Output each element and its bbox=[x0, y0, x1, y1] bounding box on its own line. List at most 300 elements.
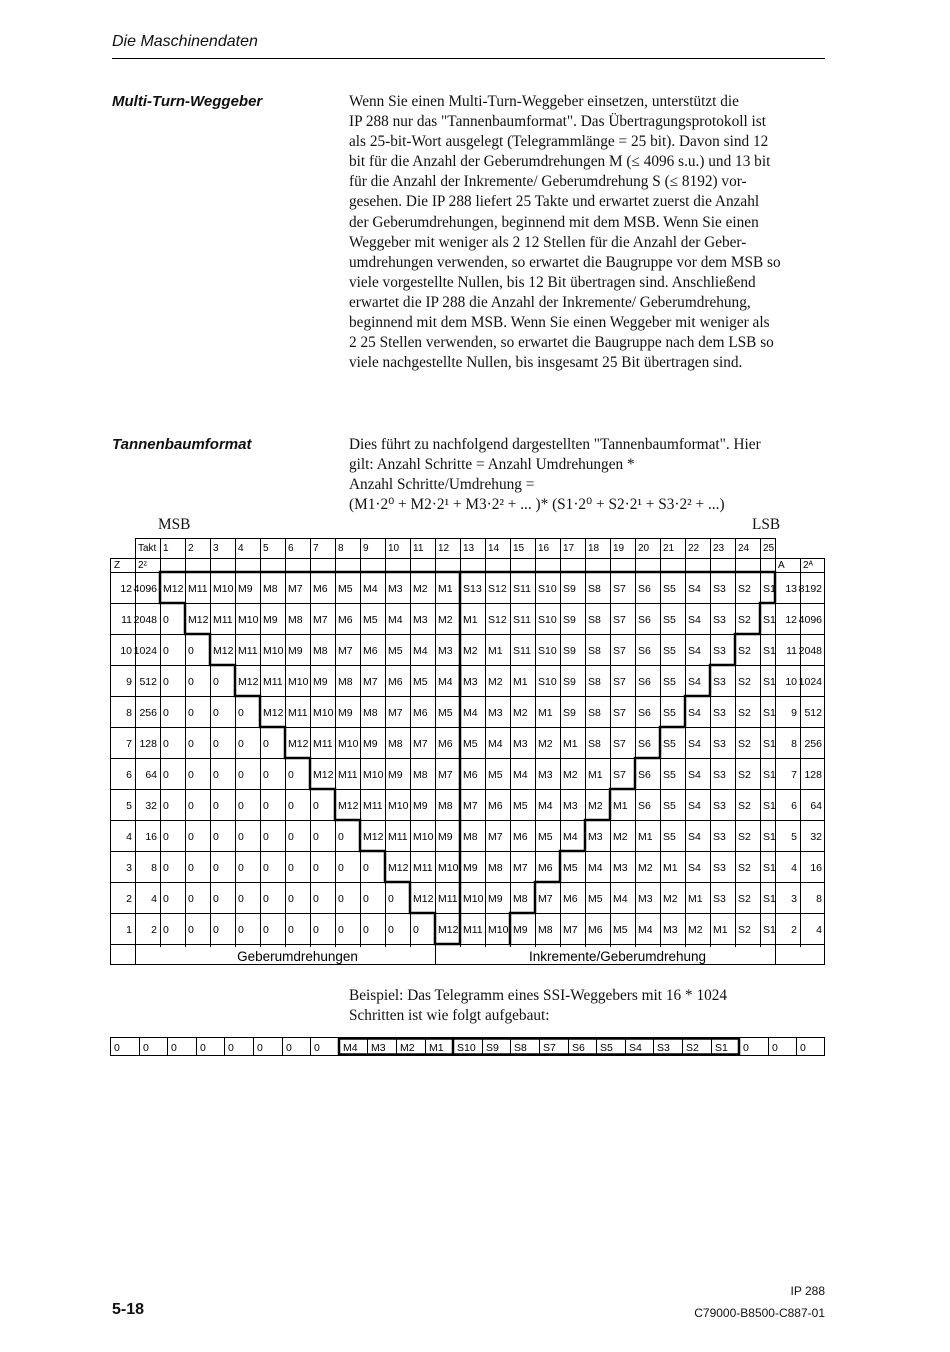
bit-cell: S5 bbox=[663, 583, 676, 595]
row-z-power-value: 4096 bbox=[133, 583, 157, 595]
bit-cell: S7 bbox=[613, 583, 626, 595]
bit-cell: M3 bbox=[413, 614, 428, 626]
bit-cell: S1 bbox=[763, 583, 776, 595]
clock-number-header: 15 bbox=[513, 543, 525, 554]
footer-order-number: C79000-B8500-C887-01 bbox=[694, 1306, 825, 1320]
bit-cell: 0 bbox=[363, 893, 369, 905]
bit-cell: 0 bbox=[288, 893, 294, 905]
bit-cell: M2 bbox=[438, 614, 453, 626]
bit-cell: S12 bbox=[488, 614, 507, 626]
bit-cell: M11 bbox=[388, 831, 408, 843]
telegram-bit-cell: M2 bbox=[400, 1042, 415, 1054]
row-z-value: 2 bbox=[126, 893, 132, 905]
row-a-power-value: 4096 bbox=[798, 614, 822, 626]
bit-cell: M12 bbox=[338, 800, 359, 812]
bit-cell: S1 bbox=[763, 831, 776, 843]
bit-cell: M11 bbox=[313, 738, 333, 750]
bit-cell: M6 bbox=[438, 738, 453, 750]
bit-cell: S6 bbox=[638, 583, 651, 595]
bit-cell: S3 bbox=[713, 893, 726, 905]
bit-cell: 0 bbox=[238, 738, 244, 750]
clock-number-header: 22 bbox=[688, 543, 700, 554]
bit-cell: S13 bbox=[463, 583, 482, 595]
clock-number-header: 10 bbox=[388, 543, 400, 554]
bit-cell: M8 bbox=[413, 769, 428, 781]
bit-cell: M12 bbox=[163, 583, 184, 595]
clock-number-header: 14 bbox=[488, 543, 500, 554]
bit-cell: S6 bbox=[638, 645, 651, 657]
bit-cell: S4 bbox=[688, 676, 701, 688]
row-z-value: 11 bbox=[121, 614, 132, 626]
bit-cell: M5 bbox=[538, 831, 553, 843]
bit-cell: M3 bbox=[463, 676, 478, 688]
bit-cell: 0 bbox=[188, 800, 194, 812]
bit-cell: M4 bbox=[613, 893, 628, 905]
bit-cell: S9 bbox=[563, 707, 576, 719]
bit-cell: M9 bbox=[438, 831, 453, 843]
bit-cell: S7 bbox=[613, 614, 626, 626]
bit-cell: 0 bbox=[213, 738, 219, 750]
clock-number-header: 7 bbox=[313, 543, 319, 554]
row-z-power-value: 32 bbox=[145, 800, 157, 812]
bit-cell: M3 bbox=[438, 645, 453, 657]
row-z-power-value: 2 bbox=[151, 924, 157, 936]
bit-cell: S4 bbox=[688, 738, 701, 750]
bit-cell: S1 bbox=[763, 614, 776, 626]
bit-cell: S3 bbox=[713, 645, 726, 657]
bit-cell: M10 bbox=[338, 738, 359, 750]
bit-cell: M1 bbox=[463, 614, 478, 626]
bit-cell: M12 bbox=[213, 645, 234, 657]
paragraph-line: Beispiel: Das Telegramm eines SSI-Weggebers mit 16 * 1024 bbox=[349, 987, 728, 1004]
row-a-value: 12 bbox=[785, 614, 797, 626]
bit-cell: M3 bbox=[538, 769, 553, 781]
bit-cell: M1 bbox=[563, 738, 578, 750]
bit-cell: 0 bbox=[163, 893, 169, 905]
telegram-bit-cell: 0 bbox=[114, 1042, 120, 1054]
bit-cell: S5 bbox=[663, 800, 676, 812]
bit-cell: M5 bbox=[513, 800, 528, 812]
bit-cell: M7 bbox=[513, 862, 528, 874]
takt-header: Takt bbox=[138, 543, 157, 554]
bit-cell: M4 bbox=[538, 800, 553, 812]
bit-cell: 0 bbox=[163, 738, 169, 750]
page-header-title: Die Maschinendaten bbox=[112, 33, 258, 50]
bit-cell: S4 bbox=[688, 583, 701, 595]
bit-cell: S1 bbox=[763, 707, 776, 719]
bit-cell: S11 bbox=[513, 614, 531, 626]
bit-cell: S3 bbox=[713, 862, 726, 874]
bit-cell: S1 bbox=[763, 862, 776, 874]
bit-cell: M5 bbox=[488, 769, 503, 781]
paragraph-line: Weggeber mit weniger als 2 12 Stellen für die Anzahl der Geber- bbox=[349, 233, 747, 251]
bit-cell: S3 bbox=[713, 583, 726, 595]
telegram-bit-cell: 0 bbox=[314, 1042, 320, 1054]
telegram-bit-cell: 0 bbox=[257, 1042, 263, 1054]
bit-cell: M7 bbox=[313, 614, 328, 626]
header-rule bbox=[112, 58, 825, 59]
clock-number-header: 24 bbox=[738, 543, 750, 554]
bit-cell: M1 bbox=[688, 893, 703, 905]
bit-cell: 0 bbox=[163, 831, 169, 843]
row-z-value: 8 bbox=[126, 707, 132, 719]
bit-cell: M9 bbox=[488, 893, 503, 905]
bit-cell: M4 bbox=[488, 738, 503, 750]
row-a-power-value: 2048 bbox=[798, 645, 822, 657]
row-z-value: 1 bbox=[126, 924, 132, 936]
bit-cell: S2 bbox=[738, 676, 751, 688]
clock-number-header: 13 bbox=[463, 543, 475, 554]
bit-cell: M3 bbox=[613, 862, 628, 874]
bit-cell: M8 bbox=[513, 893, 528, 905]
bit-cell: M12 bbox=[438, 924, 459, 936]
bit-cell: M5 bbox=[588, 893, 603, 905]
telegram-bit-cell: S10 bbox=[457, 1042, 476, 1054]
bit-cell: S4 bbox=[688, 645, 701, 657]
bit-cell: M2 bbox=[663, 893, 678, 905]
bit-cell: M10 bbox=[263, 645, 284, 657]
bit-cell: 0 bbox=[263, 769, 269, 781]
row-a-value: 2 bbox=[791, 924, 797, 936]
a-power-header: 2ᴬ bbox=[803, 560, 814, 571]
clock-number-header: 5 bbox=[263, 543, 269, 554]
bit-cell: M2 bbox=[688, 924, 703, 936]
paragraph-line: beginnend mit dem MSB. Wenn Sie einen Weggeber mit weniger als bbox=[349, 314, 770, 332]
bit-cell: 0 bbox=[213, 676, 219, 688]
row-a-power-value: 128 bbox=[804, 769, 822, 781]
lsb-label: LSB bbox=[752, 516, 781, 533]
bit-cell: M11 bbox=[188, 583, 208, 595]
telegram-bit-cell: 0 bbox=[743, 1042, 749, 1054]
bit-cell: S8 bbox=[588, 614, 601, 626]
telegram-example-row bbox=[110, 1037, 825, 1057]
paragraph-line: bit für die Anzahl der Geberumdrehungen M (≤ 4096 s.u.) und 13 bit bbox=[349, 153, 771, 171]
bit-cell: 0 bbox=[238, 862, 244, 874]
bit-cell: 0 bbox=[313, 893, 319, 905]
bit-cell: M9 bbox=[263, 614, 278, 626]
bit-cell: 0 bbox=[163, 614, 169, 626]
bit-cell: M8 bbox=[463, 831, 478, 843]
bit-cell: M6 bbox=[313, 583, 328, 595]
bit-cell: M2 bbox=[588, 800, 603, 812]
telegram-bit-cell: S9 bbox=[486, 1042, 499, 1054]
bit-cell: M3 bbox=[563, 800, 578, 812]
bit-cell: M1 bbox=[588, 769, 603, 781]
bit-cell: M8 bbox=[338, 676, 353, 688]
bit-cell: 0 bbox=[238, 707, 244, 719]
bit-cell: M2 bbox=[638, 862, 653, 874]
bit-cell: M3 bbox=[638, 893, 653, 905]
bit-cell: S1 bbox=[763, 676, 776, 688]
bit-cell: 0 bbox=[238, 769, 244, 781]
paragraph-line: gesehen. Die IP 288 liefert 25 Takte und erwartet zuerst die Anzahl bbox=[349, 193, 760, 211]
bit-cell: S8 bbox=[588, 738, 601, 750]
clock-number-header: 8 bbox=[338, 543, 344, 554]
bit-cell: M5 bbox=[363, 614, 378, 626]
bit-cell: M1 bbox=[438, 583, 453, 595]
bit-cell: M3 bbox=[588, 831, 603, 843]
bit-cell: S3 bbox=[713, 676, 726, 688]
bit-cell: M7 bbox=[438, 769, 453, 781]
paragraph-line: Dies führt zu nachfolgend dargestellten "Tannenbaumformat". Hier bbox=[349, 436, 761, 453]
bit-cell: M8 bbox=[488, 862, 503, 874]
row-z-power-value: 16 bbox=[145, 831, 157, 843]
tannenbaum-paragraph bbox=[349, 435, 761, 515]
page-number: 5-18 bbox=[112, 1301, 145, 1318]
bit-cell: M11 bbox=[438, 893, 458, 905]
bit-cell: 0 bbox=[213, 800, 219, 812]
bit-cell: 0 bbox=[213, 831, 219, 843]
bit-cell: S1 bbox=[763, 645, 776, 657]
bit-cell: 0 bbox=[338, 924, 344, 936]
bit-cell: M11 bbox=[263, 676, 283, 688]
row-a-value: 3 bbox=[791, 893, 797, 905]
bit-cell: M9 bbox=[288, 645, 303, 657]
bit-cell: S6 bbox=[638, 738, 651, 750]
bit-cell: 0 bbox=[238, 893, 244, 905]
bit-cell: S2 bbox=[738, 738, 751, 750]
bit-cell: M9 bbox=[413, 800, 428, 812]
clock-number-header: 1 bbox=[163, 543, 169, 554]
bit-cell: M10 bbox=[488, 924, 509, 936]
bit-cell: 0 bbox=[288, 831, 294, 843]
bit-cell: S3 bbox=[713, 614, 726, 626]
bit-cell: S4 bbox=[688, 707, 701, 719]
bit-cell: 0 bbox=[163, 645, 169, 657]
bit-cell: 0 bbox=[313, 831, 319, 843]
bit-cell: 0 bbox=[388, 893, 394, 905]
bit-cell: 0 bbox=[238, 831, 244, 843]
bit-cell: S7 bbox=[613, 738, 626, 750]
paragraph-line: Schritten ist wie folgt aufgebaut: bbox=[349, 1007, 550, 1025]
bit-cell: M11 bbox=[413, 862, 433, 874]
clock-number-header: 6 bbox=[288, 543, 294, 554]
bit-cell: M6 bbox=[513, 831, 528, 843]
bit-cell: M6 bbox=[563, 893, 578, 905]
row-a-value: 11 bbox=[786, 645, 797, 657]
bit-cell: M8 bbox=[263, 583, 278, 595]
bit-cell: S2 bbox=[738, 707, 751, 719]
row-z-power-value: 64 bbox=[145, 769, 157, 781]
bit-cell: M10 bbox=[363, 769, 384, 781]
clock-number-header: 2 bbox=[188, 543, 194, 554]
bit-cell: S2 bbox=[738, 893, 751, 905]
bit-cell: M10 bbox=[238, 614, 259, 626]
bit-cell: M8 bbox=[438, 800, 453, 812]
bit-cell: M7 bbox=[388, 707, 403, 719]
row-z-value: 7 bbox=[126, 738, 132, 750]
bit-cell: 0 bbox=[188, 676, 194, 688]
bit-cell: S2 bbox=[738, 583, 751, 595]
bit-cell: S11 bbox=[513, 583, 531, 595]
bit-cell: S4 bbox=[688, 831, 701, 843]
telegram-bit-cell: S4 bbox=[629, 1042, 642, 1054]
bit-cell: M7 bbox=[338, 645, 353, 657]
bit-cell: M9 bbox=[338, 707, 353, 719]
bit-cell: M6 bbox=[388, 676, 403, 688]
row-z-value: 10 bbox=[120, 645, 132, 657]
section-heading-tannenbaum: Tannenbaumformat bbox=[112, 436, 252, 453]
bit-cell: 0 bbox=[338, 893, 344, 905]
telegram-bit-cell: M3 bbox=[371, 1042, 386, 1054]
row-z-value: 3 bbox=[126, 862, 132, 874]
bit-cell: M1 bbox=[513, 676, 528, 688]
bit-cell: S9 bbox=[563, 583, 576, 595]
bit-cell: M2 bbox=[563, 769, 578, 781]
bit-cell: M9 bbox=[388, 769, 403, 781]
telegram-bit-cell: S2 bbox=[686, 1042, 699, 1054]
paragraph-line: für die Anzahl der Inkremente/ Geberumdrehung S (≤ 8192) vor- bbox=[349, 173, 747, 191]
bit-cell: M6 bbox=[488, 800, 503, 812]
bit-cell: M8 bbox=[363, 707, 378, 719]
multi-turn-paragraph bbox=[349, 92, 781, 373]
bit-cell: 0 bbox=[413, 924, 419, 936]
bit-cell: M4 bbox=[363, 583, 378, 595]
bit-cell: M2 bbox=[538, 738, 553, 750]
telegram-bit-cell: S3 bbox=[657, 1042, 670, 1054]
bit-cell: M3 bbox=[663, 924, 678, 936]
row-z-value: 5 bbox=[126, 800, 132, 812]
bit-cell: S5 bbox=[663, 676, 676, 688]
bit-cell: 0 bbox=[388, 924, 394, 936]
bit-cell: S6 bbox=[638, 769, 651, 781]
bit-cell: M12 bbox=[313, 769, 334, 781]
bit-cell: M5 bbox=[438, 707, 453, 719]
row-a-power-value: 8 bbox=[816, 893, 822, 905]
bit-cell: S1 bbox=[763, 893, 776, 905]
msb-label: MSB bbox=[158, 516, 191, 533]
bit-cell: M5 bbox=[463, 738, 478, 750]
bit-cell: 0 bbox=[188, 769, 194, 781]
bit-cell: S11 bbox=[513, 645, 531, 657]
bit-cell: S1 bbox=[763, 769, 776, 781]
paragraph-line: als 25-bit-Wort ausgelegt (Telegrammlänge = 25 bit). Davon sind 12 bbox=[349, 133, 769, 151]
row-a-power-value: 64 bbox=[810, 800, 822, 812]
bit-cell: 0 bbox=[338, 831, 344, 843]
bit-cell: S5 bbox=[663, 831, 676, 843]
bit-cell: M4 bbox=[413, 645, 428, 657]
clock-number-header: 9 bbox=[363, 543, 369, 554]
bit-cell: M1 bbox=[488, 645, 503, 657]
row-a-power-value: 256 bbox=[804, 738, 822, 750]
bit-cell: M1 bbox=[538, 707, 553, 719]
row-a-value: 8 bbox=[791, 738, 797, 750]
row-z-value: 4 bbox=[126, 831, 132, 843]
z-power-header: 2ᶻ bbox=[138, 560, 148, 571]
bit-cell: 0 bbox=[288, 924, 294, 936]
bit-cell: S9 bbox=[563, 676, 576, 688]
bit-cell: S1 bbox=[763, 800, 776, 812]
bit-cell: M3 bbox=[488, 707, 503, 719]
bit-cell: 0 bbox=[263, 800, 269, 812]
bit-cell: M11 bbox=[363, 800, 383, 812]
bit-cell: 0 bbox=[213, 862, 219, 874]
clock-number-header: 19 bbox=[613, 543, 625, 554]
bit-cell: M5 bbox=[563, 862, 578, 874]
bit-cell: 0 bbox=[213, 769, 219, 781]
bit-cell: S4 bbox=[688, 614, 701, 626]
telegram-bit-cell: S1 bbox=[715, 1042, 728, 1054]
row-a-value: 10 bbox=[785, 676, 797, 688]
bit-cell: 0 bbox=[363, 862, 369, 874]
formula-line: (M1·2⁰ + M2·2¹ + M3·2² + ... )* (S1·2⁰ + S2·2¹ + S3·2² + ...) bbox=[349, 496, 725, 514]
row-a-power-value: 4 bbox=[816, 924, 822, 936]
clock-number-header: 20 bbox=[638, 543, 650, 554]
row-a-value: 5 bbox=[791, 831, 797, 843]
bit-cell: M9 bbox=[363, 738, 378, 750]
bit-cell: 0 bbox=[188, 831, 194, 843]
bit-cell: S8 bbox=[588, 676, 601, 688]
bit-cell: S7 bbox=[613, 645, 626, 657]
bit-cell: M10 bbox=[388, 800, 409, 812]
bit-cell: M4 bbox=[388, 614, 403, 626]
row-a-value: 13 bbox=[785, 583, 797, 595]
bit-cell: M7 bbox=[488, 831, 503, 843]
bit-cell: 0 bbox=[313, 800, 319, 812]
telegram-bit-cell: M1 bbox=[429, 1042, 444, 1054]
bit-cell: 0 bbox=[263, 893, 269, 905]
bit-cell: 0 bbox=[163, 862, 169, 874]
bit-cell: M7 bbox=[413, 738, 428, 750]
clock-number-header: 11 bbox=[413, 543, 424, 554]
bit-cell: S3 bbox=[713, 769, 726, 781]
paragraph-line: 2 25 Stellen verwenden, so erwartet die Baugruppe nach dem LSB so bbox=[349, 334, 774, 352]
bit-cell: M10 bbox=[213, 583, 234, 595]
row-z-power-value: 128 bbox=[139, 738, 157, 750]
telegram-bit-cell: 0 bbox=[143, 1042, 149, 1054]
bit-cell: M12 bbox=[388, 862, 409, 874]
bit-cell: M12 bbox=[188, 614, 209, 626]
section-heading-multi-turn: Multi-Turn-Weggeber bbox=[112, 93, 263, 110]
bit-cell: S4 bbox=[688, 862, 701, 874]
bit-cell: 0 bbox=[238, 924, 244, 936]
telegram-bit-cell: 0 bbox=[286, 1042, 292, 1054]
paragraph-line: erwartet die IP 288 die Anzahl der Inkremente/ Geberumdrehung, bbox=[349, 293, 751, 311]
clock-number-header: 12 bbox=[438, 543, 450, 554]
bit-cell: M2 bbox=[413, 583, 428, 595]
bit-cell: M9 bbox=[463, 862, 478, 874]
bit-cell: M10 bbox=[288, 676, 309, 688]
bit-cell: S6 bbox=[638, 800, 651, 812]
bit-cell: S2 bbox=[738, 862, 751, 874]
bit-cell: M7 bbox=[363, 676, 378, 688]
telegram-bit-cell: S6 bbox=[572, 1042, 585, 1054]
bit-cell: 0 bbox=[313, 862, 319, 874]
telegram-bit-cell: S5 bbox=[600, 1042, 613, 1054]
bit-cell: M6 bbox=[413, 707, 428, 719]
footer-revolutions-label: Geberumdrehungen bbox=[237, 949, 358, 964]
bit-cell: M10 bbox=[438, 862, 459, 874]
bit-cell: M9 bbox=[238, 583, 253, 595]
row-z-power-value: 512 bbox=[139, 676, 157, 688]
clock-number-header: 23 bbox=[713, 543, 725, 554]
bit-cell: S3 bbox=[713, 738, 726, 750]
bit-cell: M10 bbox=[313, 707, 334, 719]
bit-cell: 0 bbox=[288, 862, 294, 874]
row-z-value: 12 bbox=[120, 583, 132, 595]
paragraph-line: gilt: Anzahl Schritte = Anzahl Umdrehungen * bbox=[349, 456, 635, 474]
footer-product: IP 288 bbox=[790, 1284, 825, 1298]
bit-cell: S5 bbox=[663, 614, 676, 626]
paragraph-line: der Geberumdrehungen, beginnend mit dem MSB. Wenn Sie einen bbox=[349, 213, 759, 231]
bit-cell: M4 bbox=[563, 831, 578, 843]
bit-cell: M2 bbox=[488, 676, 503, 688]
row-a-power-value: 1024 bbox=[798, 676, 822, 688]
bit-cell: M7 bbox=[538, 893, 553, 905]
bit-cell: M10 bbox=[463, 893, 484, 905]
bit-cell: 0 bbox=[263, 924, 269, 936]
bit-cell: M4 bbox=[638, 924, 653, 936]
